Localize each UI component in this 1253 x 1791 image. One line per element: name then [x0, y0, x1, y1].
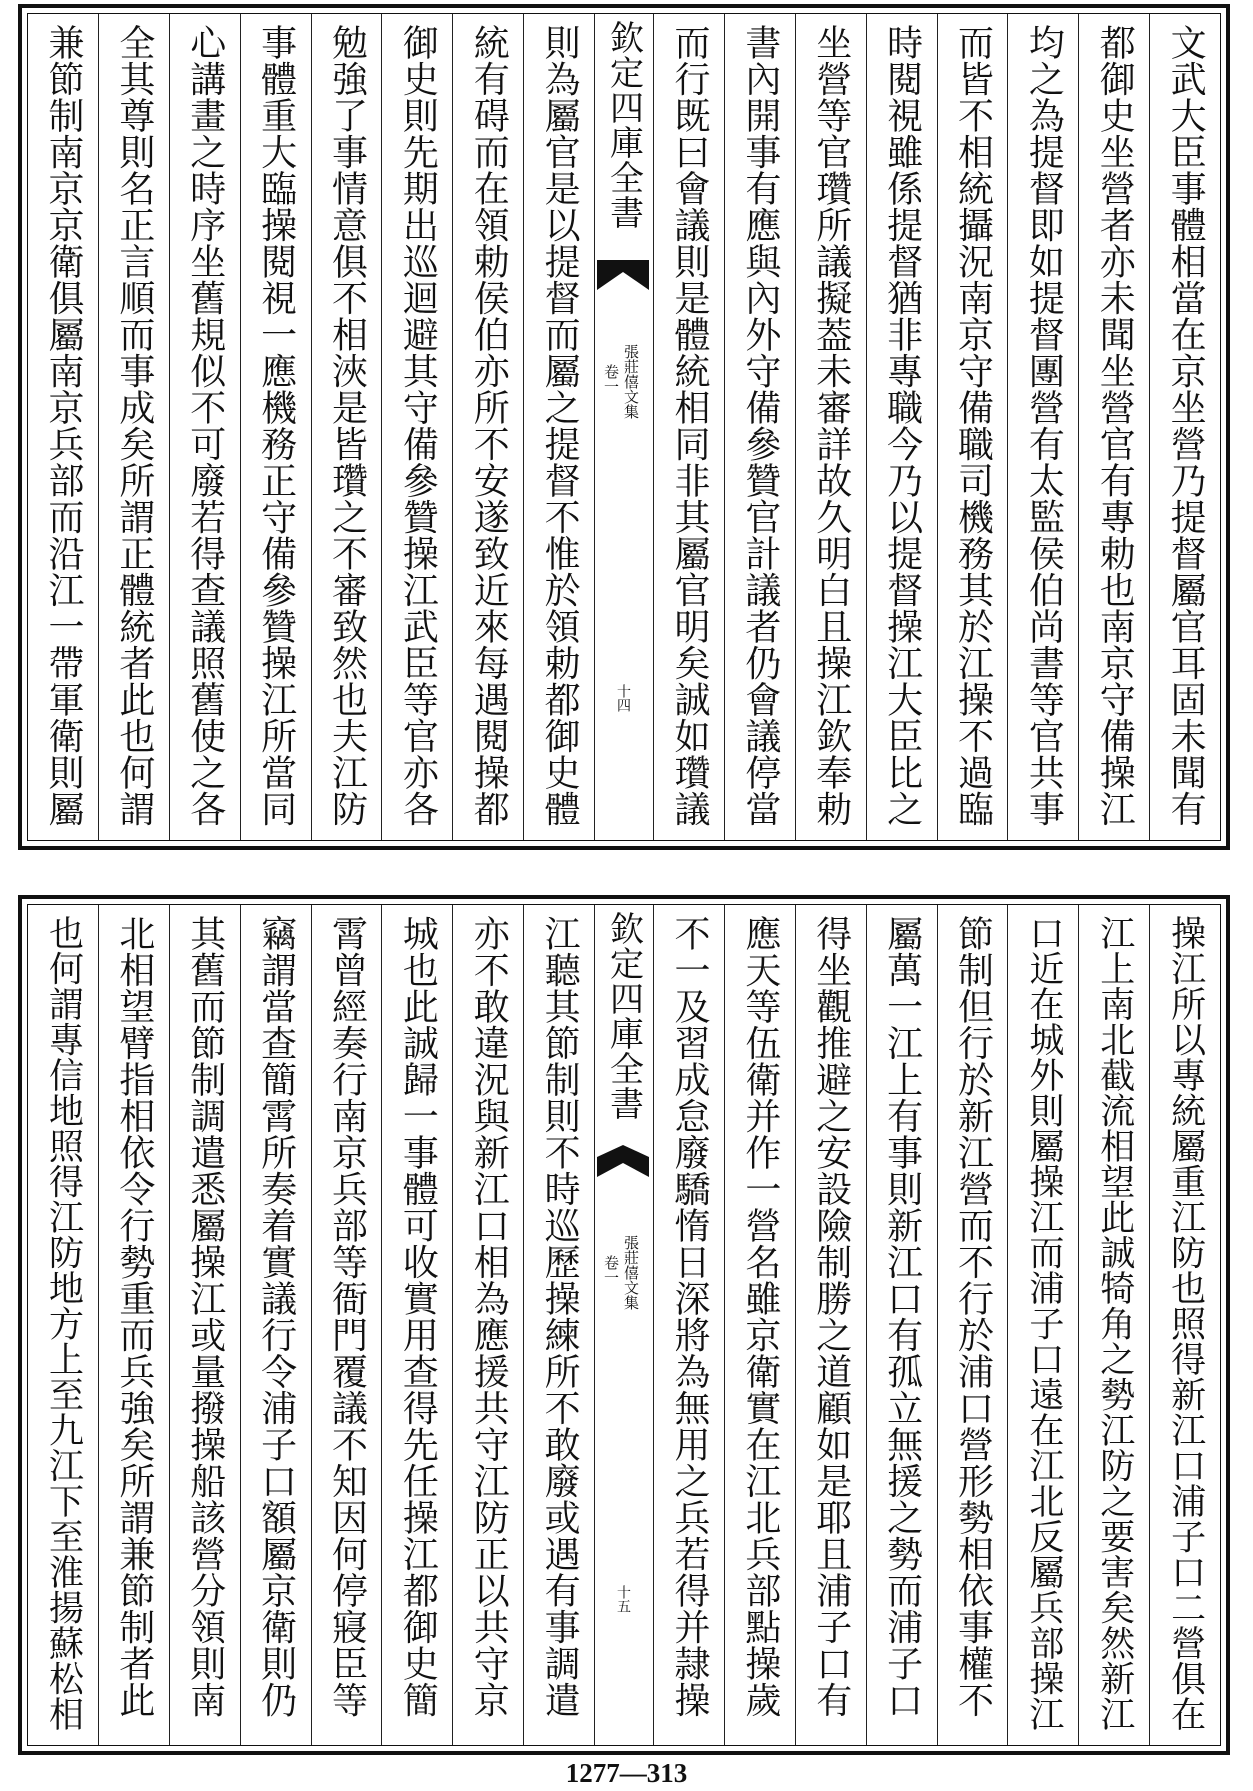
text-column: 不一及習成怠廢驕惰日深將為無用之兵若得并隷操: [653, 905, 724, 1745]
center-fold-column: [594, 14, 653, 840]
bottom-page-columns: [28, 905, 1220, 1745]
text-column: 竊謂當查簡霄所奏着實議行令浦子口額屬京衛則仍: [240, 905, 311, 1745]
top-page-columns: [28, 14, 1220, 840]
text-column: 江上南北截流相望此誠犄角之勢江防之要害矣然新江: [1078, 905, 1149, 1745]
text-column: 而皆不相統攝況南京守備職司機務其於江操不過臨: [937, 14, 1008, 840]
text-column: 應天等伍衛并作一營名雖京衛實在江北兵部點操歲: [724, 905, 795, 1745]
text-column: 得坐觀推避之安設險制勝之道顧如是耶且浦子口有: [795, 905, 866, 1745]
fish-tail-icon: [597, 260, 649, 292]
text-column: 心講畫之時序坐舊規似不可廢若得查議照舊使之各: [169, 14, 240, 840]
folio-number: 十五: [615, 1585, 631, 1613]
text-column: 勉強了事情意俱不相浹是皆瓚之不審致然也夫江防: [311, 14, 382, 840]
text-column: 都御史坐營者亦未聞坐營官有專勅也南京守備操江: [1078, 14, 1149, 840]
text-column: 其舊而節制調遣悉屬操江或量撥操船該營分領則南: [169, 905, 240, 1745]
text-column: 城也此誠歸一事體可收實用查得先任操江都御史簡: [381, 905, 452, 1745]
text-column: 操江所以專統屬重江防也照得新江口浦子口二營俱在: [1149, 905, 1220, 1745]
volume-label: 卷一: [602, 364, 620, 394]
text-column: 書內開事有應與內外守備參贊官計議者仍會議停當: [724, 14, 795, 840]
text-column: 均之為提督即如提督團營有太監侯伯尚書等官共事: [1007, 14, 1078, 840]
text-column: 兼節制南京京衛俱屬南京兵部而沿江一帶軍衛則屬: [42, 24, 84, 827]
bottom-page: [18, 895, 1230, 1755]
top-page-frame: [27, 13, 1221, 841]
collection-title: 張莊僖文集: [622, 344, 640, 419]
folio-number: 十四: [615, 684, 631, 712]
text-column: 亦不敢違況與新江口相為應援共守江防正以共守京: [452, 905, 523, 1745]
text-column: 霄曾經奏行南京兵部等衙門覆議不知因何停寢臣等: [311, 905, 382, 1745]
book-title: 欽定四庫全書: [603, 911, 644, 1121]
book-title: 欽定四庫全書: [603, 20, 644, 230]
text-column: 節制但行於新江營而不行於浦口營形勢相依事權不: [937, 905, 1008, 1745]
text-column: 而行既曰會議則是體統相同非其屬官明矣誠如瓚議: [653, 14, 724, 840]
text-column: 全其尊則名正言順而事成矣所謂正體統者此也何謂: [98, 14, 169, 840]
text-column: 御史則先期出巡迴避其守備參贊操江武臣等官亦各: [381, 14, 452, 840]
text-column: 坐營等官瓚所議擬葢未審詳故久明白且操江欽奉勅: [795, 14, 866, 840]
text-column: 事體重大臨操閱視一應機務正守備參贊操江所當同: [240, 14, 311, 840]
text-column: 文武大臣事體相當在京坐營乃提督屬官耳固未聞有: [1149, 14, 1220, 840]
text-column: 江聽其節制則不時巡歷操練所不敢廢或遇有事調遣: [523, 905, 594, 1745]
text-column: 統有碍而在領勅侯伯亦所不安遂致近來每遇閱操都: [452, 14, 523, 840]
text-column: 時閱視雖係提督猶非專職今乃以提督操江大臣比之: [866, 14, 937, 840]
text-column: 屬萬一江上有事則新江口有孤立無援之勢而浦子口: [866, 905, 937, 1745]
fish-tail-icon: [597, 1145, 649, 1177]
bottom-page-frame: [27, 904, 1221, 1746]
collection-title: 張莊僖文集: [622, 1235, 640, 1310]
text-column: 北相望臂指相依令行勢重而兵強矣所謂兼節制者此: [98, 905, 169, 1745]
page-code: 1277—313: [565, 1758, 688, 1788]
volume-label: 卷一: [602, 1255, 620, 1285]
center-fold-column: [594, 905, 653, 1745]
text-column: 則為屬官是以提督而屬之提督不惟於領勅都御史體: [523, 14, 594, 840]
text-column: 口近在城外則屬操江而浦子口遠在江北反屬兵部操江: [1007, 905, 1078, 1745]
top-page: [18, 4, 1230, 850]
text-column: 也何謂專信地照得江防地方上至九江下至淮揚蘇松相: [43, 915, 84, 1732]
